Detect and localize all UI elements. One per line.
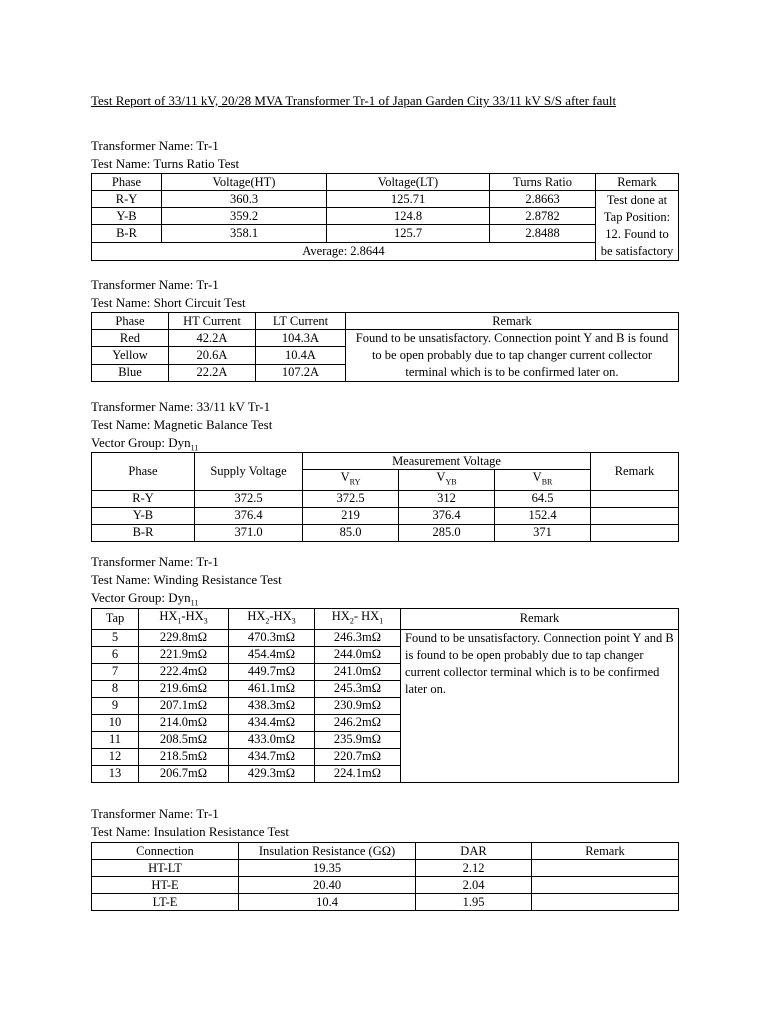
table-cell: 10 <box>92 714 139 731</box>
table-cell: 10.4A <box>256 347 346 364</box>
remark-cell: Found to be unsatisfactory. Connection point Y and B is found to be open probably due to tap changer current collector terminal which is to be confirmed later on. <box>401 629 679 782</box>
table-cell: 434.4mΩ <box>229 714 315 731</box>
header-cell: Supply Voltage <box>195 453 303 491</box>
table-cell: 152.4 <box>495 507 591 524</box>
average-cell: Average: 2.8644 <box>92 242 596 260</box>
table-row <box>92 524 679 541</box>
table-cell: 230.9mΩ <box>315 697 401 714</box>
header-cell: Phase <box>92 313 169 330</box>
table-cell: LT-E <box>92 894 239 911</box>
table-cell <box>591 490 679 507</box>
header-cell: Tap <box>92 609 139 630</box>
insulation-test-name: Test Name: Insulation Resistance Test <box>91 824 289 839</box>
table-cell: 246.2mΩ <box>315 714 401 731</box>
header-cell: Remark <box>346 313 679 330</box>
remark-cell: Test done at Tap Position: 12. Found to be satisfactory <box>596 191 679 261</box>
turns-ratio-table <box>91 173 679 261</box>
short-transformer-name: Transformer Name: Tr-1 <box>91 277 219 292</box>
table-cell: 372.5 <box>195 490 303 507</box>
table-cell: 20.6A <box>169 347 256 364</box>
header-cell: Turns Ratio <box>490 174 596 191</box>
table-cell: 19.35 <box>239 860 416 877</box>
table-cell: 207.1mΩ <box>139 697 229 714</box>
table-cell: 5 <box>92 629 139 646</box>
header-cell: $HX_2-$ $HX_1$ <box>315 609 401 630</box>
table-cell: 222.4mΩ <box>139 663 229 680</box>
table-cell: 125.71 <box>327 191 490 208</box>
header-cell: $V_{RY}$ <box>303 470 399 491</box>
table-cell: 229.8mΩ <box>139 629 229 646</box>
magnetic-transformer-name: Transformer Name: 33/11 kV Tr-1 <box>91 399 271 414</box>
turns-transformer-name: Transformer Name: Tr-1 <box>91 138 219 153</box>
table-cell: 2.04 <box>416 877 532 894</box>
table-cell: 221.9mΩ <box>139 646 229 663</box>
table-cell <box>591 524 679 541</box>
table-cell: 359.2 <box>162 208 327 225</box>
table-cell: 220.7mΩ <box>315 748 401 765</box>
header-cell: DAR <box>416 843 532 860</box>
table-cell: HT-LT <box>92 860 239 877</box>
table-cell: 214.0mΩ <box>139 714 229 731</box>
insulation-transformer-name: Transformer Name: Tr-1 <box>91 806 219 821</box>
report-title: Test Report of 33/11 kV, 20/28 MVA Transformer Tr-1 of Japan Garden City 33/11 kV S/S after fault <box>91 93 617 108</box>
table-cell: 429.3mΩ <box>229 765 315 782</box>
header-cell: Insulation Resistance (GΩ) <box>239 843 416 860</box>
table-cell: 125.7 <box>327 225 490 242</box>
table-cell: 13 <box>92 765 139 782</box>
insulation-resistance-table <box>91 842 679 911</box>
magnetic-balance-table <box>91 452 679 542</box>
table-cell: 6 <box>92 646 139 663</box>
table-cell: 224.1mΩ <box>315 765 401 782</box>
table-cell: 219 <box>303 507 399 524</box>
table-cell: 22.2A <box>169 364 256 381</box>
header-cell: $V_{YB}$ <box>399 470 495 491</box>
table-cell: Red <box>92 330 169 347</box>
table-row <box>92 860 679 877</box>
winding-test-name: Test Name: Winding Resistance Test <box>91 572 282 587</box>
table-cell: 85.0 <box>303 524 399 541</box>
header-cell: Phase <box>92 453 195 491</box>
header-cell: Measurement Voltage <box>303 453 591 470</box>
table-cell: 208.5mΩ <box>139 731 229 748</box>
table-cell: 20.40 <box>239 877 416 894</box>
header-cell: $HX_1-HX_3$ <box>139 609 229 630</box>
table-row <box>92 242 679 260</box>
table-row <box>92 877 679 894</box>
table-cell: 206.7mΩ <box>139 765 229 782</box>
table-row <box>92 330 679 347</box>
table-row <box>92 490 679 507</box>
table-cell: 9 <box>92 697 139 714</box>
table-cell <box>532 877 679 894</box>
header-cell: Remark <box>401 609 679 630</box>
table-cell: 376.4 <box>195 507 303 524</box>
table-cell: 64.5 <box>495 490 591 507</box>
table-cell: 461.1mΩ <box>229 680 315 697</box>
table-cell: 107.2A <box>256 364 346 381</box>
magnetic-vector-group: Vector Group: Dyn$_{11}$ <box>91 435 199 453</box>
table-cell: 312 <box>399 490 495 507</box>
table-row <box>92 225 679 242</box>
table-row <box>92 894 679 911</box>
header-cell: Remark <box>532 843 679 860</box>
table-cell: 219.6mΩ <box>139 680 229 697</box>
table-cell: 2.8663 <box>490 191 596 208</box>
table-row <box>92 629 679 646</box>
table-cell: 372.5 <box>303 490 399 507</box>
table-row <box>92 208 679 225</box>
header-cell: Remark <box>596 174 679 191</box>
table-cell: 218.5mΩ <box>139 748 229 765</box>
header-cell: $V_{BR}$ <box>495 470 591 491</box>
table-cell: 10.4 <box>239 894 416 911</box>
table-cell: 470.3mΩ <box>229 629 315 646</box>
table-cell: Y-B <box>92 208 162 225</box>
table-cell: 12 <box>92 748 139 765</box>
table-cell: 235.9mΩ <box>315 731 401 748</box>
short-test-name: Test Name: Short Circuit Test <box>91 295 246 310</box>
table-cell: 246.3mΩ <box>315 629 401 646</box>
table-cell: 104.3A <box>256 330 346 347</box>
header-cell: LT Current <box>256 313 346 330</box>
table-cell: 371 <box>495 524 591 541</box>
turns-test-name: Test Name: Turns Ratio Test <box>91 156 240 171</box>
table-cell: R-Y <box>92 490 195 507</box>
table-cell: 124.8 <box>327 208 490 225</box>
table-cell: 2.8782 <box>490 208 596 225</box>
table-cell: 1.95 <box>416 894 532 911</box>
header-cell: $HX_2-HX_3$ <box>229 609 315 630</box>
table-cell: Yellow <box>92 347 169 364</box>
winding-vector-group: Vector Group: Dyn$_{11}$ <box>91 590 199 608</box>
table-cell: 7 <box>92 663 139 680</box>
table-cell: 438.3mΩ <box>229 697 315 714</box>
table-cell: 449.7mΩ <box>229 663 315 680</box>
table-cell <box>532 894 679 911</box>
winding-transformer-name: Transformer Name: Tr-1 <box>91 554 219 569</box>
table-cell: 2.8488 <box>490 225 596 242</box>
header-cell: Connection <box>92 843 239 860</box>
table-cell: 454.4mΩ <box>229 646 315 663</box>
header-cell: Phase <box>92 174 162 191</box>
short-circuit-table <box>91 312 679 382</box>
table-cell: 42.2A <box>169 330 256 347</box>
table-cell: 360.3 <box>162 191 327 208</box>
header-cell: Voltage(HT) <box>162 174 327 191</box>
table-cell: 245.3mΩ <box>315 680 401 697</box>
table-cell: 11 <box>92 731 139 748</box>
table-cell: HT-E <box>92 877 239 894</box>
header-cell: Remark <box>591 453 679 491</box>
magnetic-test-name: Test Name: Magnetic Balance Test <box>91 417 273 432</box>
table-cell: 8 <box>92 680 139 697</box>
table-cell: 358.1 <box>162 225 327 242</box>
header-cell: Voltage(LT) <box>327 174 490 191</box>
table-cell: 285.0 <box>399 524 495 541</box>
winding-resistance-table <box>91 608 679 783</box>
table-cell: R-Y <box>92 191 162 208</box>
header-cell: HT Current <box>169 313 256 330</box>
table-cell: 244.0mΩ <box>315 646 401 663</box>
table-cell <box>591 507 679 524</box>
table-cell: 434.7mΩ <box>229 748 315 765</box>
table-cell: 371.0 <box>195 524 303 541</box>
table-cell: Blue <box>92 364 169 381</box>
table-cell: B-R <box>92 225 162 242</box>
table-cell: 376.4 <box>399 507 495 524</box>
table-row <box>92 191 679 208</box>
table-cell: B-R <box>92 524 195 541</box>
table-row <box>92 507 679 524</box>
table-cell: 241.0mΩ <box>315 663 401 680</box>
table-cell <box>532 860 679 877</box>
table-cell: 433.0mΩ <box>229 731 315 748</box>
table-cell: Y-B <box>92 507 195 524</box>
remark-cell: Found to be unsatisfactory. Connection point Y and B is found to be open probably due to tap changer current collector terminal which is to be confirmed later on. <box>346 330 679 382</box>
table-cell: 2.12 <box>416 860 532 877</box>
